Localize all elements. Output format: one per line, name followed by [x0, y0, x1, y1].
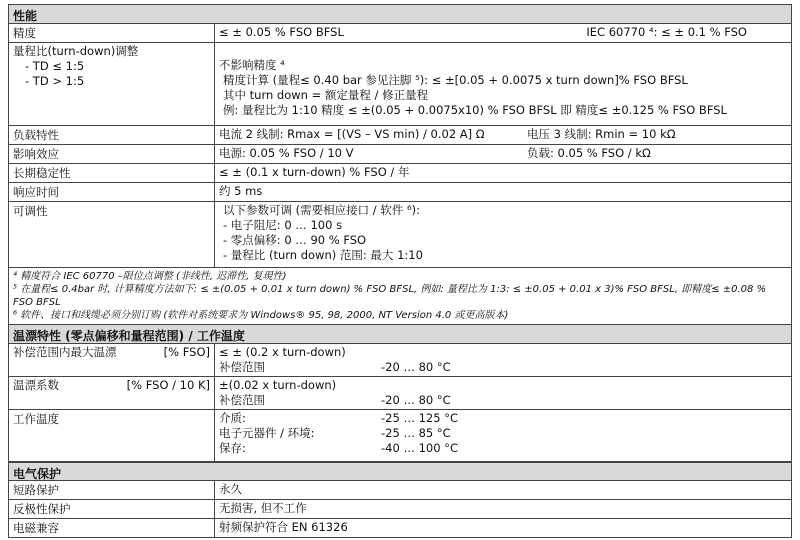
accuracy-value: ≤ ± 0.05 % FSO BFSL — [219, 25, 344, 39]
load-three-wire: 电压 3 线制: Rmin = 10 kΩ — [527, 127, 676, 141]
optemp-medium-label: 介质: — [219, 411, 246, 425]
optemp-elec-label: 电子元器件 / 环境: — [219, 426, 315, 440]
adjust-v4: - 量程比 (turn down) 范围: 最大 1:10 — [223, 248, 423, 262]
short-value: 永久 — [219, 482, 242, 496]
influence-load: 负载: 0.05 % FSO / kΩ — [527, 146, 651, 160]
adjust-v1: 以下参数可调 (需要相应接口 / 软件 ⁶): — [223, 203, 420, 217]
emc-value: 射频保护符合 EN 61326 — [219, 520, 348, 534]
emc-row — [9, 519, 791, 537]
turndown-row — [9, 43, 791, 126]
optemp-elec: -25 … 85 °C — [381, 426, 451, 440]
influence-current: 电源: 0.05 % FSO / 10 V — [219, 146, 354, 160]
max-drift-unit: [% FSO] — [163, 345, 210, 359]
adjust-row — [9, 202, 791, 268]
load-label: 负载特性 — [9, 126, 215, 144]
turndown-v2: 精度计算 (量程≤ 0.40 bar 参见注脚 ⁵): ≤ ±[0.05 + 0.0075 x turn down]% FSO BFSL — [223, 73, 688, 87]
optemp-medium: -25 … 125 °C — [381, 411, 458, 425]
reverse-value: 无损害, 但不工作 — [219, 501, 307, 515]
accuracy-label: 精度 — [9, 24, 215, 42]
optemp-storage-label: 保存: — [219, 441, 246, 455]
max-drift-range: -20 … 80 °C — [381, 360, 451, 374]
optemp-storage: -40 … 100 °C — [381, 441, 458, 455]
response-row — [9, 183, 791, 202]
max-drift-value: ≤ ± (0.2 x turn-down) — [219, 345, 346, 359]
section-performance-header: 性能 — [9, 5, 791, 24]
spec-sheet — [8, 4, 792, 538]
stability-row — [9, 164, 791, 183]
adjust-v2: - 电子阻尼: 0 … 100 s — [223, 218, 343, 232]
max-drift-label: 补偿范围内最大温漂 — [13, 345, 117, 359]
short-row — [9, 481, 791, 500]
stability-value: ≤ ± (0.1 x turn-down) % FSO / 年 — [219, 165, 410, 179]
load-row — [9, 126, 791, 145]
accuracy-iec: IEC 60770 ⁴: ≤ ± 0.1 % FSO — [586, 25, 747, 39]
short-label: 短路保护 — [9, 481, 215, 499]
footnote-5-cont: FSO BFSL — [13, 297, 61, 308]
turndown-td1: - TD ≤ 1:5 — [25, 59, 85, 73]
reverse-row — [9, 500, 791, 519]
section-temperature-header: 温漂特性 (零点偏移和量程范围) / 工作温度 — [9, 325, 791, 344]
max-drift-row — [9, 344, 791, 377]
response-label: 响应时间 — [9, 183, 215, 201]
response-value: 约 5 ms — [219, 184, 263, 198]
influence-row — [9, 145, 791, 164]
footnote-6: ⁶ 软件、接口和线缆必须分别订购 (软件对系统要求为 Windows® 95, 98, 2000, NT Version 4.0 或更高版本) — [13, 310, 509, 321]
load-two-wire: 电流 2 线制: Rmax = [(VS – VS min) / 0.02 A] Ω — [219, 127, 485, 141]
adjust-label: 可调性 — [9, 202, 215, 267]
turndown-label: 量程比(turn-down)调整 — [13, 44, 139, 58]
turndown-v1: 不影响精度 ⁴ — [219, 58, 285, 72]
optemp-label: 工作温度 — [9, 410, 215, 461]
emc-label: 电磁兼容 — [9, 519, 215, 537]
reverse-label: 反极性保护 — [9, 500, 215, 518]
accuracy-row — [9, 24, 791, 43]
turndown-v3: 其中 turn down = 额定量程 / 修正量程 — [223, 88, 429, 102]
section-electrical-header: 电气保护 — [9, 462, 791, 481]
adjust-v3: - 零点偏移: 0 … 90 % FSO — [223, 233, 367, 247]
stability-label: 长期稳定性 — [9, 164, 215, 182]
footnote-5: ⁵ 在量程≤ 0.4bar 时, 计算精度方法如下: ≤ ±(0.05 + 0.01 x turn down) % FSO BFSL, 例如: 量程比为 1:3: ≤ ±0.05 + 0.01 x 3)% FSO BFSL, 即精度≤ ±0.08 % — [13, 284, 767, 295]
coeff-value: ±(0.02 x turn-down) — [219, 378, 337, 392]
footnotes — [9, 268, 791, 325]
optemp-row — [9, 410, 791, 462]
coeff-range: -20 … 80 °C — [381, 393, 451, 407]
coeff-label: 温漂系数 — [13, 378, 59, 392]
coeff-range-label: 补偿范围 — [219, 393, 265, 407]
influence-label: 影响效应 — [9, 145, 215, 163]
coeff-row — [9, 377, 791, 410]
turndown-v4: 例: 量程比为 1:10 精度 ≤ ±(0.05 + 0.0075x10) % FSO BFSL 即 精度≤ ±0.125 % FSO BFSL — [223, 103, 727, 117]
max-drift-range-label: 补偿范围 — [219, 360, 265, 374]
footnote-4: ⁴ 精度符合 IEC 60770 –限位点调整 (非线性, 迟滞性, 复現性) — [13, 271, 287, 282]
coeff-unit: [% FSO / 10 K] — [126, 378, 210, 392]
turndown-td2: - TD > 1:5 — [25, 74, 85, 88]
